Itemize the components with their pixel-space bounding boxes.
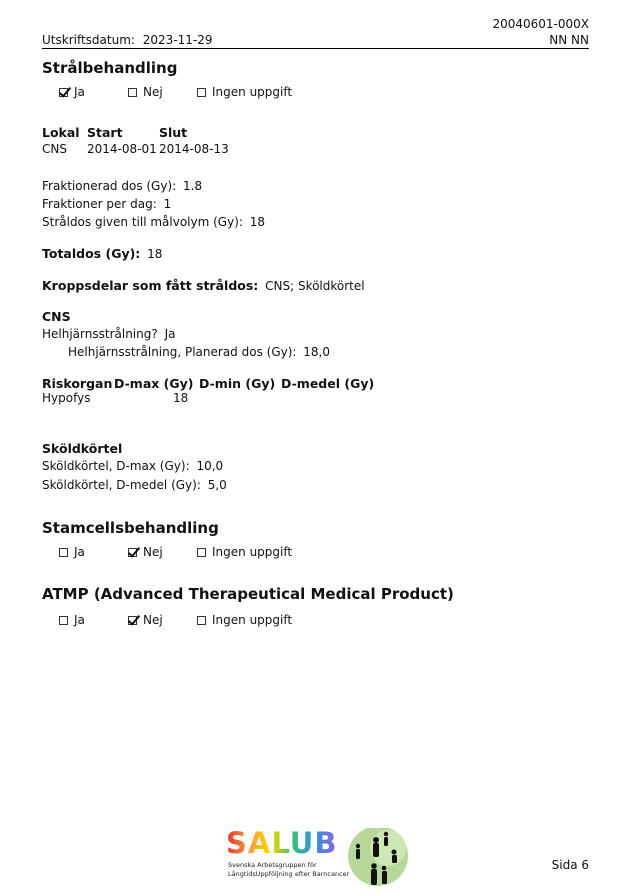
dmax-cell: 18 [173, 391, 189, 405]
print-date-line [42, 33, 213, 47]
cns-title: CNS [42, 309, 71, 324]
checkbox-icon[interactable] [197, 88, 206, 97]
logo-text: SALUB [226, 826, 338, 860]
fraction-dose-line: Fraktionerad dos (Gy): 1.8 [42, 179, 203, 193]
thyroid-dmax-line: Sköldkörtel, D-max (Gy): 10,0 [42, 459, 224, 473]
checkbox-checked-icon[interactable] [59, 88, 68, 97]
radiation-title: Strålbehandling [42, 59, 178, 77]
patient-id: 20040601-000X [492, 17, 589, 31]
atmp-option-ingen[interactable]: Ingen uppgift [197, 613, 292, 627]
col-lokal-header: Lokal [42, 125, 80, 140]
radiation-option-ja[interactable]: Ja [59, 85, 85, 99]
risk-organ-header: Riskorgan [42, 376, 113, 391]
dmean-header: D-medel (Gy) [281, 376, 375, 391]
cell-slut: 2014-08-13 [159, 142, 229, 156]
whole-brain-line: Helhjärnsstrålning? Ja [42, 327, 176, 341]
radiation-option-nej[interactable]: Nej [128, 85, 163, 99]
stemcell-title: Stamcellsbehandling [42, 519, 219, 537]
checkbox-icon[interactable] [128, 88, 137, 97]
total-dose-line: Totaldos (Gy): 18 [42, 246, 163, 261]
atmp-option-nej[interactable]: Nej [128, 613, 163, 627]
radiation-option-ingen[interactable]: Ingen uppgift [197, 85, 292, 99]
dmax-header: D-max (Gy) [114, 376, 194, 391]
print-date: 2023-11-29 [142, 33, 213, 47]
print-date-label: Utskriftsdatum: [42, 33, 135, 47]
cell-lokal: CNS [42, 142, 67, 156]
target-dose-line: Stråldos given till målvolym (Gy): 18 [42, 215, 266, 229]
salub-logo [226, 828, 411, 888]
thyroid-title: Sköldkörtel [42, 441, 123, 456]
header-rule [42, 48, 589, 49]
stemcell-option-nej[interactable]: Nej [128, 545, 163, 559]
stemcell-option-ja[interactable]: Ja [59, 545, 85, 559]
thyroid-dmean-line: Sköldkörtel, D-medel (Gy): 5,0 [42, 478, 227, 492]
checkbox-icon[interactable] [197, 548, 206, 557]
checkbox-checked-icon[interactable] [128, 548, 137, 557]
checkbox-icon[interactable] [59, 616, 68, 625]
checkbox-checked-icon[interactable] [128, 616, 137, 625]
fractions-per-day-line: Fraktioner per dag: 1 [42, 197, 172, 211]
dmin-header: D-min (Gy) [199, 376, 276, 391]
risk-organ-cell: Hypofys [42, 391, 91, 405]
stemcell-option-ingen[interactable]: Ingen uppgift [197, 545, 292, 559]
logo-subtitle-1: Svenska Arbetsgruppen för [228, 861, 317, 869]
logo-subtitle-2: LångtidsUppföljning efter Barncancer [228, 870, 350, 878]
cell-start: 2014-08-01 [87, 142, 157, 156]
patient-name: NN NN [549, 33, 589, 47]
atmp-option-ja[interactable]: Ja [59, 613, 85, 627]
checkbox-icon[interactable] [59, 548, 68, 557]
body-parts-line: Kroppsdelar som fått stråldos: CNS; Sköldkörtel [42, 278, 365, 293]
atmp-title: ATMP (Advanced Therapeutical Medical Product) [42, 585, 454, 603]
col-start-header: Start [87, 125, 123, 140]
page-number: Sida 6 [551, 858, 589, 872]
checkbox-icon[interactable] [197, 616, 206, 625]
whole-brain-planned-line: Helhjärnsstrålning, Planerad dos (Gy): 18,0 [68, 345, 330, 359]
col-slut-header: Slut [159, 125, 188, 140]
